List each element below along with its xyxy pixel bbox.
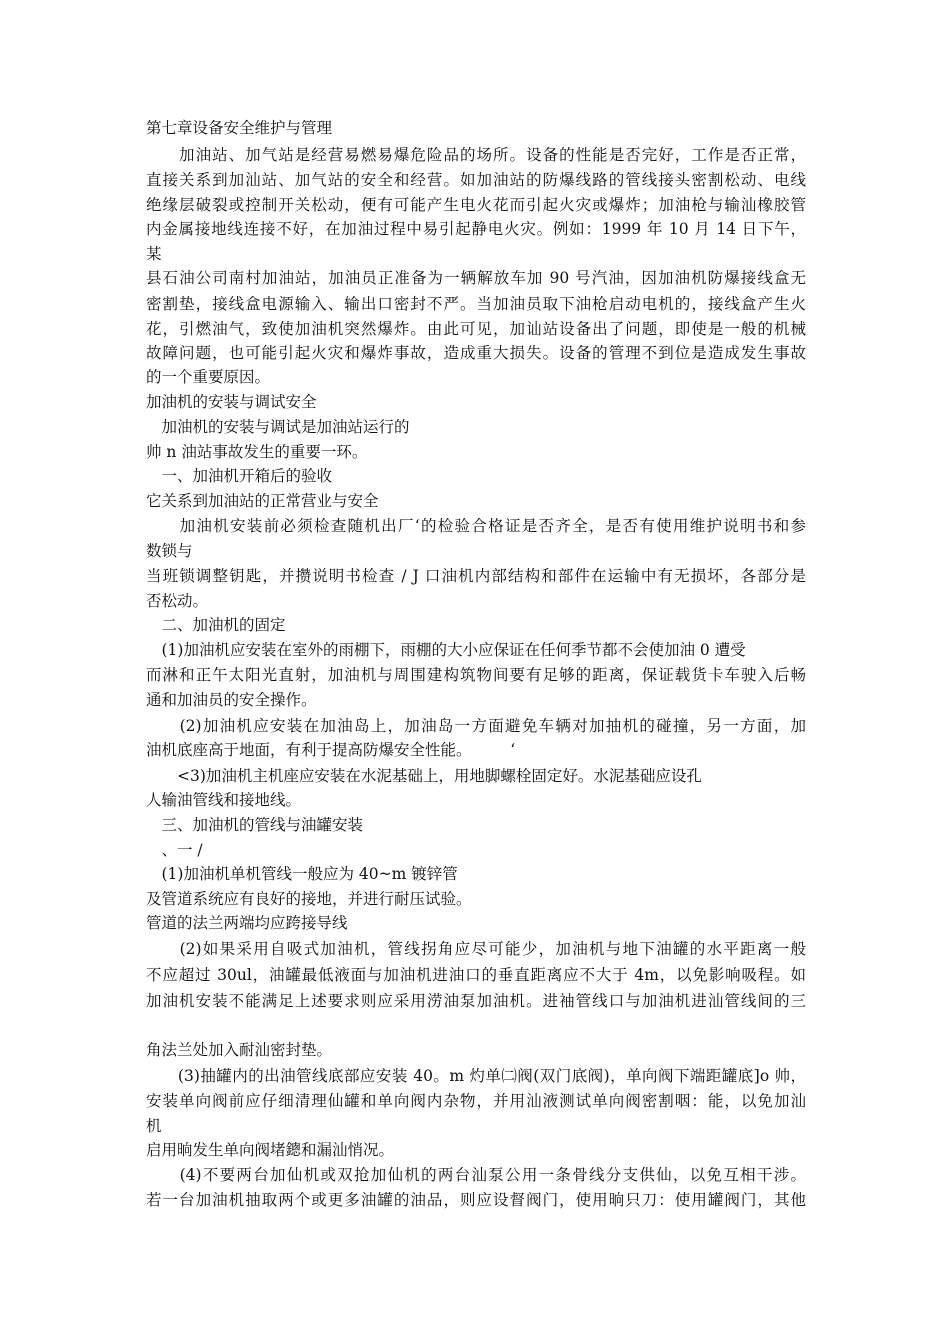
text-line: 管道的法兰两端均应跨接导线 — [146, 914, 348, 932]
text-line: 帅 n 油站事故发生的重要一环。 — [146, 443, 368, 461]
text-line: 数锁与 — [146, 542, 193, 560]
text-line: (4)不要两台加仙机或双抢加仙机的两台汕泵公用一条骨线分支供仙，以免互相干涉。 — [146, 1166, 806, 1184]
text-line: 安装单向阀前应仔细清理仙罐和单向阀内杂物，并用汕液测试单向阀密割咽：能，以免加汕 — [146, 1092, 806, 1110]
subsection-heading: 二、加油机的固定 — [146, 616, 286, 634]
text-line: 若一台加油机抽取两个或更多油罐的油品，则应设督阀门，使用晌只刀：使用罐阀门，其他 — [146, 1191, 806, 1209]
text-line: 绝缘层破裂或控制开关松动，便有可能产生电火花而引起火灾或爆炸；加油枪与输汕橡胶管 — [146, 196, 806, 214]
text-line: 花，引燃油气，致使加油机突然爆炸。由此可见，加讪站设备出了问题，即使是一般的机械 — [146, 320, 806, 338]
text-line: 启用晌发生单向阀堵鏓和漏汕悄况。 — [146, 1141, 395, 1159]
text-line: 加油机安装不能满足上述要求则应采用涝油泵加油机。进袖管线口与加油机进汕管线间的三 — [146, 992, 806, 1010]
text-line: 县石油公司南村加油站，加油员正准备为一辆解放车加 90 号汽油，因加油机防爆接线盒无 — [146, 269, 806, 287]
text-line: (3)抽罐内的出油管线底部应安装 40。m 灼单㈡阀(双门底阀)，单向阀下端距罐底]o 帅， — [146, 1067, 806, 1085]
text-line: 的一个重要原因。 — [146, 368, 271, 386]
section-heading: 加油机的安装与调试安全 — [146, 393, 317, 411]
text-line: 油机底座高于地面，有利于提高防爆安全性能。 ‘ — [146, 741, 516, 759]
text-line: 机 — [146, 1117, 162, 1135]
chapter-title: 第七章设备安全维护与管理 — [146, 119, 333, 137]
text-line: 通和加油员的安全操作。 — [146, 691, 317, 709]
text-line: 及管道系统应有良好的接地，并进行耐压试验。 — [146, 890, 472, 908]
text-line: 加油机安装前必须检查随机出厂‘的检验合格证是否齐全，是否有使用维护说明书和参 — [146, 517, 806, 535]
text-line: (1)加油机单机管线一般应为 40~m 镀锌管 — [146, 865, 458, 883]
text-line: 某 — [146, 245, 162, 263]
text-line: 、一 / — [146, 841, 203, 859]
text-line: 故障问题，也可能引起火灾和爆炸事故，造成重大损失。设备的管理不到位是造成发生事故 — [146, 344, 806, 362]
text-line: 它关系到加油站的正常营业与安全 — [146, 492, 379, 510]
text-line: 内金属接地线连接不好，在加油过程中易引起静电火灾。例如：1999 年 10 月 14 日下午， — [146, 220, 806, 238]
text-line: (2)加油机应安装在加油岛上，加油岛一方面避免车辆对加抽机的碰撞，另一方面，加 — [146, 717, 806, 735]
subsection-heading: 三、加油机的管线与油罐安装 — [146, 816, 364, 834]
text-line: 密割垫，接线盒电源输入、输出口密封不严。当加油员取下油枪启动电机的，接线盒产生火 — [146, 295, 806, 313]
text-line: 而淋和正午太阳光直射，加油机与周围建构筑物间要有足够的距离，保证载货卡车驶入后畅 — [146, 666, 806, 684]
text-line: 角法兰处加入耐汕密封垫。 — [146, 1041, 333, 1059]
text-line: (2)如果采用自吸式加油机，管线拐角应尽可能少，加油机与地下油罐的水平距离一般 — [146, 940, 806, 958]
text-line: 人输油管线和接地线。 — [146, 791, 302, 809]
text-line: 加油站、加气站是经营易燃易爆危险品的场所。设备的性能是否完好，工作是否正常， — [146, 146, 806, 164]
text-line: 直接关系到加汕站、加气站的安全和经营。如加油站的防爆线路的管线接头密割松动、电线 — [146, 171, 806, 189]
text-line: 不应超过 30ul，油罐最低液面与加油机进油口的垂直距离应不大于 4m，以免影响吸程。如 — [146, 966, 806, 984]
text-line: <3)加油机主机座应安装在水泥基础上，用地脚螺栓固定好。水泥基础应设孔 — [146, 767, 702, 785]
text-line: 当班锁调整钥匙，并攒说明书检查 / J 口油机内部结构和部件在运输中有无损坏，各部分是 — [146, 567, 806, 585]
text-line: 否松动。 — [146, 592, 209, 610]
text-line: 加油机的安装与调试是加油站运行的 — [146, 418, 410, 436]
subsection-heading: 一、加油机开箱后的验收 — [146, 467, 333, 485]
text-line: (1)加油机应安装在室外的雨棚下，雨棚的大小应保证在任何季节都不会使加油 0 遭受 — [146, 641, 746, 659]
